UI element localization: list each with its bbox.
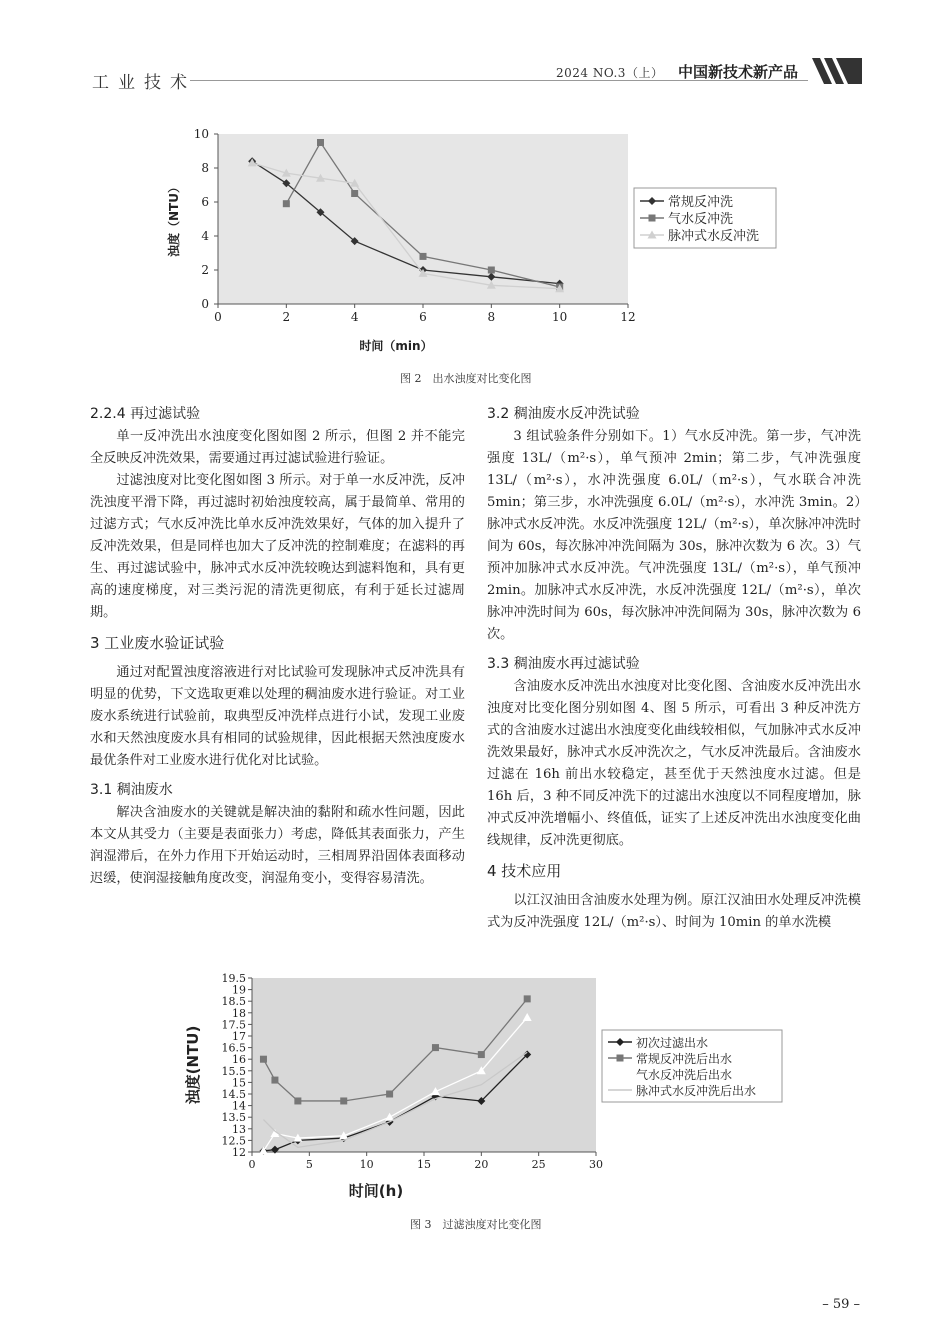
journal-logo-icon [812, 58, 862, 84]
section-3-2-title: 3.2 稠油废水反冲洗试验 [487, 406, 640, 422]
legend-label: 常规反冲洗 [668, 195, 734, 210]
y-tick-label: 10 [193, 127, 209, 141]
y-tick-label: 18 [232, 1006, 246, 1020]
paragraph: 通过对配置浊度溶液进行对比试验可发现脉冲式反冲洗具有明显的优势，下文选取更难以处理的稠油废水进行验证。对工业废水系统进行试验前，取典型反冲洗样点进行小试，发现工业废水和天然浊度废水具有相同的试验规律，因此根据天然浊度废水最优条件对工业废水进行优化对比试验。 [90, 665, 465, 768]
legend-marker [617, 1055, 624, 1062]
section-3-title: 3 工业废水验证试验 [90, 634, 225, 652]
x-tick-label: 4 [350, 310, 359, 324]
section-3-1-title: 3.1 稠油废水 [90, 782, 173, 798]
data-point [340, 1097, 347, 1104]
y-tick-label: 14.5 [221, 1088, 246, 1101]
figure3-chart [180, 970, 800, 1210]
y-tick-label: 12 [232, 1146, 246, 1159]
x-tick-label: 0 [248, 1158, 256, 1171]
y-tick-label: 15 [232, 1076, 246, 1090]
data-point [420, 253, 427, 260]
left-column [90, 402, 465, 890]
y-axis-title: 浊度(NTU) [184, 1025, 202, 1105]
x-tick-label: 6 [419, 310, 427, 324]
y-tick-label: 17 [232, 1030, 246, 1043]
y-tick-label: 19 [232, 983, 246, 997]
y-tick-label: 17.5 [221, 1018, 246, 1032]
data-point [317, 139, 324, 146]
figure2-caption: 图 2 出水浊度对比变化图 [400, 372, 532, 385]
y-tick-label: 14 [232, 1099, 246, 1113]
y-tick-label: 4 [201, 229, 209, 243]
y-tick-label: 19.5 [221, 972, 246, 985]
data-point [283, 200, 290, 207]
y-tick-label: 16 [232, 1053, 246, 1067]
paragraph: 解决含油废水的关键就是解决油的黏附和疏水性问题，因此本文从其受力（主要是表面张力）考虑，降低其表面张力，产生润湿滞后，在外力作用下开始运动时，三相周界沿固体表面移动迟缓，使润湿接触角度改变，润湿角变小，变得容易清洗。 [90, 805, 465, 886]
paragraph: 过滤浊度对比变化图如图 3 所示。对于单一水反冲洗，反冲洗浊度平滑下降，再过滤时初始浊度较高，属于最简单、常用的过滤方式；气水反冲洗比单水反冲洗效果好，气体的加入提升了反冲洗效果，但是同样也加大了反冲洗的控制难度；在滤料的再生、再过滤试验中，脉冲式水反冲洗较晚达到滤料饱和，具有更高的速度梯度，对三类污泥的清洗更彻底，有利于延长过滤周期。 [90, 473, 465, 620]
y-tick-label: 13.5 [221, 1111, 246, 1125]
y-tick-label: 15.5 [221, 1064, 246, 1078]
paragraph: 单一反冲洗出水浊度变化图如图 2 所示，但图 2 并不能完全反映反冲洗效果，需要通过再过滤试验进行验证。 [90, 429, 465, 466]
journal-title: 中国新技术新产品 [678, 63, 799, 81]
x-tick-label: 20 [474, 1158, 489, 1171]
data-point [386, 1091, 393, 1098]
legend-marker [649, 215, 656, 222]
figure2-chart [160, 120, 800, 360]
section-label: 工业技术 [92, 73, 196, 93]
y-tick-label: 6 [201, 195, 209, 209]
x-tick-label: 30 [589, 1158, 603, 1171]
y-tick-label: 2 [201, 263, 209, 277]
y-tick-label: 12.5 [221, 1134, 246, 1148]
x-tick-label: 15 [417, 1158, 431, 1171]
figure3-caption: 图 3 过滤浊度对比变化图 [410, 1218, 542, 1231]
data-point [432, 1044, 439, 1051]
x-tick-label: 10 [552, 310, 568, 324]
y-axis-title: 浊度（NTU） [167, 181, 181, 257]
x-tick-label: 8 [487, 310, 496, 324]
paragraph: 以江汉油田含油废水处理为例。原江汉油田水处理反冲洗模式为反冲洗强度 12L/（m²·s）、时间为 10min 的单水洗模 [487, 893, 861, 930]
x-tick-label: 12 [620, 310, 636, 324]
y-tick-label: 13 [232, 1122, 246, 1136]
x-tick-label: 0 [214, 310, 222, 324]
right-column [487, 402, 861, 934]
data-point [271, 1077, 278, 1084]
legend-label: 常规反冲洗后出水 [636, 1052, 733, 1066]
x-tick-label: 2 [282, 310, 291, 324]
data-point [260, 1056, 267, 1063]
data-point [524, 995, 531, 1002]
paragraph: 3 组试验条件分别如下。1）气水反冲洗。第一步，气冲洗强度 13L/（m²·s），单气预冲 2min；第二步，气冲洗强度 13L/（m²·s），水冲洗强度 6.0L/（m²·s），气水联合冲洗 5min；第三步，水冲洗强度 6.0L/（m²·s），水冲洗 3min。2）脉冲式水反冲洗。水反冲洗强度 12L/（m²·s），单次脉冲冲洗时间为 60s，每次脉冲冲洗间隔为 30s，脉冲次数为 6 次。3）气预冲加脉冲式水反冲洗。气冲洗强度 13L/（m²·s），单气预冲 2min。加脉冲式水反冲洗，水反冲洗强度 12L/（m²·s），单次脉冲冲洗时间为 60s，每次脉冲冲洗间隔为 30s，脉冲次数为 6 次。 [487, 429, 861, 642]
x-tick-label: 10 [359, 1158, 374, 1171]
y-tick-label: 16.5 [221, 1041, 246, 1055]
legend-label: 气水反冲洗 [668, 212, 734, 227]
y-tick-label: 0 [201, 297, 209, 311]
legend-label: 脉冲式水反冲洗后出水 [636, 1084, 757, 1098]
x-tick-label: 25 [531, 1158, 546, 1171]
x-axis-title: 时间(h) [348, 1182, 404, 1200]
plot-area [218, 134, 628, 304]
y-tick-label: 8 [201, 161, 209, 175]
section-2-2-4-title: 2.2.4 再过滤试验 [90, 406, 201, 422]
section-4-title: 4 技术应用 [487, 862, 562, 880]
y-tick-label: 18.5 [221, 995, 246, 1009]
data-point [294, 1097, 301, 1104]
legend-label: 气水反冲洗后出水 [636, 1068, 733, 1082]
x-tick-label: 5 [305, 1158, 313, 1171]
section-3-3-title: 3.3 稠油废水再过滤试验 [487, 656, 640, 672]
x-axis-title: 时间（min） [359, 339, 433, 353]
paragraph: 含油废水反冲洗出水浊度对比变化图、含油废水反冲洗出水浊度对比变化图分别如图 4、图 5 所示，可看出 3 种反冲洗方式的含油废水过滤出水浊度变化曲线较相似，气加脉冲式水反冲洗效果最好，脉冲式水反冲洗次之，气水反冲洗最后。含油废水过滤在 16h 前出水较稳定，甚至优于天然浊度水过滤。但是 16h 后，3 种不同反冲洗下的过滤出水浊度以不同程度增加，脉冲式反冲洗增幅小、终值低，证实了上述反冲洗出水浊度变化曲线规律，反冲洗更彻底。 [487, 679, 861, 848]
data-point [478, 1051, 485, 1058]
legend-label: 初次过滤出水 [636, 1036, 709, 1050]
page-number: – 59 – [822, 1297, 860, 1312]
issue-label: 2024 NO.3（上） [556, 66, 664, 80]
data-point [488, 267, 495, 274]
legend-label: 脉冲式水反冲洗 [668, 229, 760, 244]
plot-area [252, 978, 596, 1152]
data-point [351, 190, 358, 197]
